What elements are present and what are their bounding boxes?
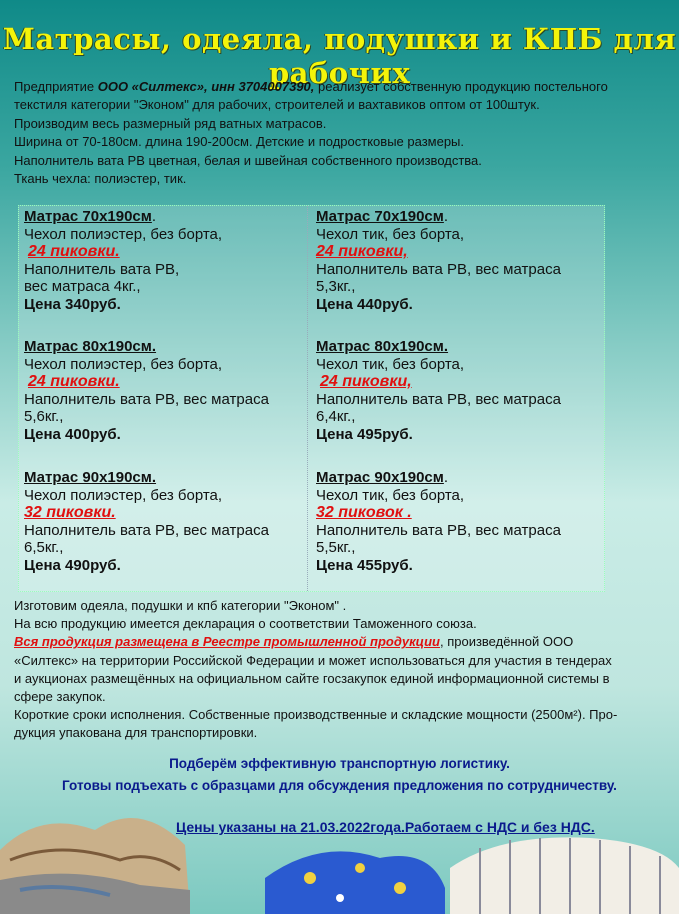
product-filler: Наполнитель вата РВ, <box>24 260 180 278</box>
product-card <box>316 338 591 443</box>
pillow-flower <box>355 863 365 873</box>
intro-line4: Ширина от 70-180см. длина 190-200см. Детские и подростковые размеры. <box>14 134 465 150</box>
product-pikovki: 24 пиковки, <box>316 243 408 260</box>
grid-divider <box>307 206 308 591</box>
company-name: ООО «Силтекс», инн 3704007390, <box>97 79 315 94</box>
product-price: Цена 340руб. <box>24 295 121 313</box>
product-price: Цена 490руб. <box>24 556 121 574</box>
product-card: Матрас 70х190см. Чехол тик, без борта, 24 пиковки, Наполнитель вата РВ, вес матраса 5,3кг., Цена 440руб. <box>316 208 591 313</box>
product-header: Матрас 80х190см. <box>24 338 157 355</box>
bottom-line2: На всю продукцию имеется декларация о соответствии Таможенного союза. <box>14 616 477 632</box>
intro-line6: Ткань чехла: полиэстер, тик. <box>14 171 187 187</box>
product-header: Матрас 80х190см. <box>316 338 449 355</box>
product-weight: 6,4кг., <box>316 408 356 425</box>
product-card <box>24 469 299 574</box>
product-header: Матрас 70х190см <box>316 208 444 225</box>
product-pikovki: 32 пиковок . <box>316 504 412 521</box>
bottom-line1: Изготовим одеяла, подушки и кпб категории "Эконом" . <box>14 598 347 613</box>
product-weight: 5,3кг., <box>316 278 356 295</box>
pillow-flower <box>336 894 344 902</box>
product-cover: Чехол тик, без борта, <box>316 355 465 373</box>
product-card <box>24 338 299 443</box>
product-header: Матрас 70х190см <box>24 208 152 225</box>
pillow-shape <box>265 851 445 914</box>
pillow-flower <box>394 882 406 894</box>
prices-date-text: Цены указаны на 21.03.2022года.Работаем с НДС и без НДС. <box>176 819 595 835</box>
blanket-stack-image <box>0 790 190 914</box>
product-filler: Наполнитель вата РВ, вес матраса <box>316 260 561 278</box>
product-cover: Чехол полиэстер, без борта, <box>24 355 223 373</box>
intro-line5: Наполнитель вата РВ цветная, белая и швейная собственного производства. <box>14 152 482 168</box>
product-cover: Чехол полиэстер, без борта, <box>24 486 223 504</box>
product-header: Матрас 90х190см. <box>24 469 157 486</box>
intro-text <box>14 78 664 188</box>
logistics-text: Подберём эффективную транспортную логистику. <box>169 756 510 771</box>
bottom-text <box>14 597 664 743</box>
product-header: Матрас 90х190см <box>316 469 444 486</box>
product-filler: Наполнитель вата РВ, вес матраса <box>316 521 561 539</box>
intro-line1: реализует собственную продукцию постельного <box>314 79 608 94</box>
product-pikovki: 24 пиковки. <box>28 243 120 260</box>
product-pikovki: 24 пиковки, <box>320 373 412 390</box>
product-cover: Чехол полиэстер, без борта, <box>24 225 223 243</box>
bottom-line4: «Силтекс» на территории Российской Федерации и может использоваться для участия в тендерах <box>14 652 612 668</box>
bottom-line8: дукция упакована для транспортировки. <box>14 725 258 741</box>
page-title: Матрасы, одеяла, подушки и КПБ для рабочих <box>2 22 677 90</box>
intro-line2: текстиля категории "Эконом" для рабочих, строителей и вахтавиков оптом от 100штук. <box>14 97 540 113</box>
rolled-mattress-image <box>440 828 679 914</box>
product-price: Цена 495руб. <box>316 425 413 443</box>
bottom-line5: и аукционах размещённых на официальном сайте госзакупок единой информационной системы в <box>14 670 610 686</box>
product-cover: Чехол тик, без борта, <box>316 225 465 243</box>
product-filler: Наполнитель вата РВ, вес матраса <box>316 390 561 408</box>
product-pikovki: 32 пиковки. <box>24 504 116 521</box>
ready-text: Готовы подъехать с образцами для обсуждения предложения по сотрудничеству. <box>62 778 617 793</box>
intro-line3: Производим весь размерный ряд ватных матрасов. <box>14 115 327 131</box>
product-price: Цена 400руб. <box>24 425 121 443</box>
mattress-shape <box>450 837 679 914</box>
bottom-line6: сфере закупок. <box>14 689 106 705</box>
bottom-line7: Короткие сроки исполнения. Собственные производственные и складские мощности (2500м²). Про- <box>14 707 618 723</box>
product-card: Матрас 90х190см. Чехол тик, без борта, 32 пиковок . Наполнитель вата РВ, вес матраса 5,5кг., Цена 455руб. <box>316 469 591 574</box>
pillow-flower <box>304 872 316 884</box>
product-cover: Чехол тик, без борта, <box>316 486 465 504</box>
intro-prefix: Предприятие <box>14 79 98 94</box>
registry-link[interactable]: Вся продукция размещена в Реестре промышленной продукции <box>14 634 440 650</box>
product-weight: 6,5кг., <box>24 539 64 556</box>
product-filler: Наполнитель вата РВ, вес матраса <box>24 521 269 539</box>
product-card: Матрас 70х190см. Чехол полиэстер, без борта, 24 пиковки. Наполнитель вата РВ, вес матраса 4кг., Цена 340руб. <box>24 208 299 313</box>
product-price: Цена 440руб. <box>316 295 413 313</box>
product-weight: вес матраса 4кг., <box>24 278 141 295</box>
product-weight: 5,5кг., <box>316 539 356 556</box>
registry-rest: , произведённой ООО <box>439 634 574 650</box>
product-price: Цена 455руб. <box>316 556 413 574</box>
blue-pillow-image <box>260 838 450 914</box>
product-weight: 5,6кг., <box>24 408 64 425</box>
product-filler: Наполнитель вата РВ, вес матраса <box>24 390 269 408</box>
product-grid <box>18 205 605 592</box>
product-pikovki: 24 пиковки. <box>28 373 120 390</box>
